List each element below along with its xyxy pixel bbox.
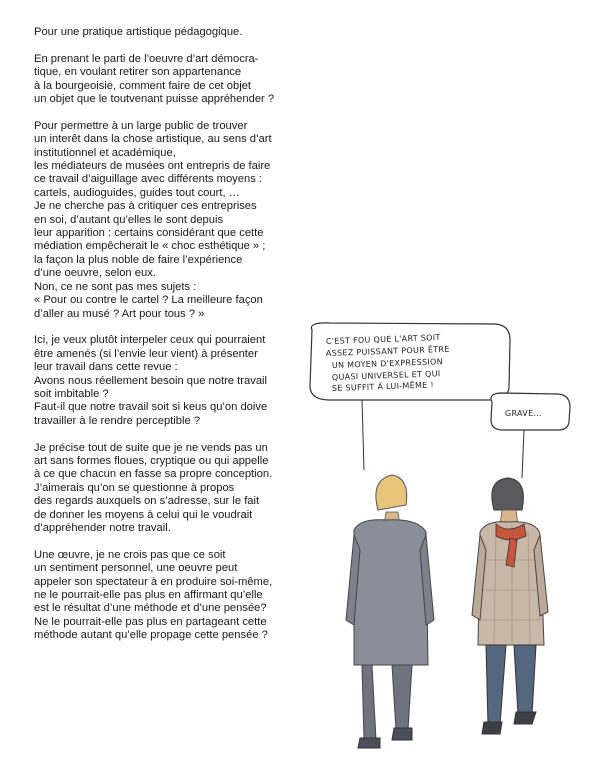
text-line: travailler à le rendre perceptible ? (34, 414, 201, 427)
text-line: Une œuvre, je ne crois pas que ce soit (34, 548, 226, 561)
text-line: « Pour ou contre le cartel ? La meilleure façon (34, 294, 263, 307)
left-bubble-line: QUASI UNIVERSEL ET QUI (331, 369, 441, 382)
text-line: Avons nous réellement besoin que notre travail (34, 374, 268, 387)
text-line: leur travail dans cette revue : (34, 361, 178, 374)
text-line: institutionnel et académique, (34, 146, 176, 159)
text-line: tique, en voulant retirer son appartenance (34, 66, 242, 79)
left-bubble-line: ASSEZ PUISSANT POUR ÊTRE (325, 344, 450, 358)
paragraph (34, 120, 304, 321)
text-line: d’appréhender notre travail. (34, 521, 171, 534)
text-line: la façon la plus noble de faire l’expérience (34, 253, 243, 266)
right-speech-bubble (491, 393, 570, 478)
text-line: Je précise tout de suite que je ne vends pas un (34, 441, 268, 454)
text-line: d’une oeuvre, selon eux. (34, 267, 156, 280)
text-line: à la bourgeoisie, comment faire de cet objet (34, 79, 252, 92)
text-line: Ne le pourrait-elle pas plus en partageant cette (34, 615, 267, 628)
right-bubble-text: GRAVE… (505, 409, 542, 418)
text-line: ne le pourrait-elle pas plus en affirmant qu’elle (34, 588, 263, 601)
left-bubble-line: SE SUFFIT À LUI-MÊME ! (331, 380, 435, 393)
text-line: un objet que le toutvenant puisse appréhender ? (34, 93, 275, 106)
text-line: Ici, je veux plutôt interpeler ceux qui pourraient (34, 334, 266, 347)
text-line: art sans formes floues, cryptique ou qui appelle (34, 454, 269, 467)
article-text (34, 26, 304, 656)
left-bubble-line: UN MOYEN D'EXPRESSION (331, 357, 444, 370)
paragraph (34, 26, 304, 39)
paragraph (34, 334, 304, 428)
text-line: Pour permettre à un large public de trouver (34, 119, 248, 132)
left-speech-bubble (310, 323, 510, 470)
text-line: est le résultat d’une méthode et d’une pensée? (34, 602, 267, 615)
text-line: un sentiment personnel, une oeuvre peut (34, 562, 238, 575)
paragraph (34, 442, 304, 536)
text-line: des regards auxquels on s’adresse, sur le fait (34, 495, 260, 508)
paragraph (34, 549, 304, 643)
left-bubble-line: C'EST FOU QUE L'ART SOIT (325, 332, 441, 346)
text-line: leur apparition : certains considérant que cette (34, 227, 264, 240)
text-line: médiation empêcherait le « choc esthétique » ; (34, 240, 266, 253)
text-line: cartels, audioguides, guides tout court, … (34, 186, 240, 199)
text-line: de donner les moyens à celui qui le voudrait (34, 508, 253, 521)
right-person (472, 478, 548, 734)
text-line: Faut-il que notre travail soit si keus qu’on doive (34, 401, 268, 414)
text-line: En prenant le parti de l’oeuvre d’art démocra- (34, 52, 259, 65)
text-line: ce travail d’aiguillage avec différents moyens : (34, 173, 263, 186)
text-line: J’aimerais qu’on se questionne à propos (34, 481, 235, 494)
text-line: appeler son spectateur à en produire soi-même, (34, 575, 273, 588)
text-line: à ce que chacun en fasse sa propre conception. (34, 468, 273, 481)
left-person (346, 475, 434, 748)
text-line: un interêt dans la chose artistique, au sens d’art (34, 133, 272, 146)
text-line: méthode autant qu’elle propage cette pensée ? (34, 629, 268, 642)
two-people-walking-illustration (300, 320, 595, 765)
text-line: les médiateurs de musées ont entrepris de faire (34, 160, 271, 173)
text-line: d’aller au musé ? Art pour tous ? » (34, 307, 205, 320)
text-line: Pour une pratique artistique pédagogique. (34, 26, 243, 38)
text-line: être amenés (si l’envie leur vient) à présenter (34, 347, 258, 360)
text-line: Non, ce ne sont pas mes sujets : (34, 280, 197, 293)
text-line: soit imbitable ? (34, 387, 109, 400)
paragraph (34, 53, 304, 107)
text-line: en soi, d’autant qu’elles le sont depuis (34, 213, 224, 226)
text-line: Je ne cherche pas à critiquer ces entreprises (34, 200, 257, 213)
